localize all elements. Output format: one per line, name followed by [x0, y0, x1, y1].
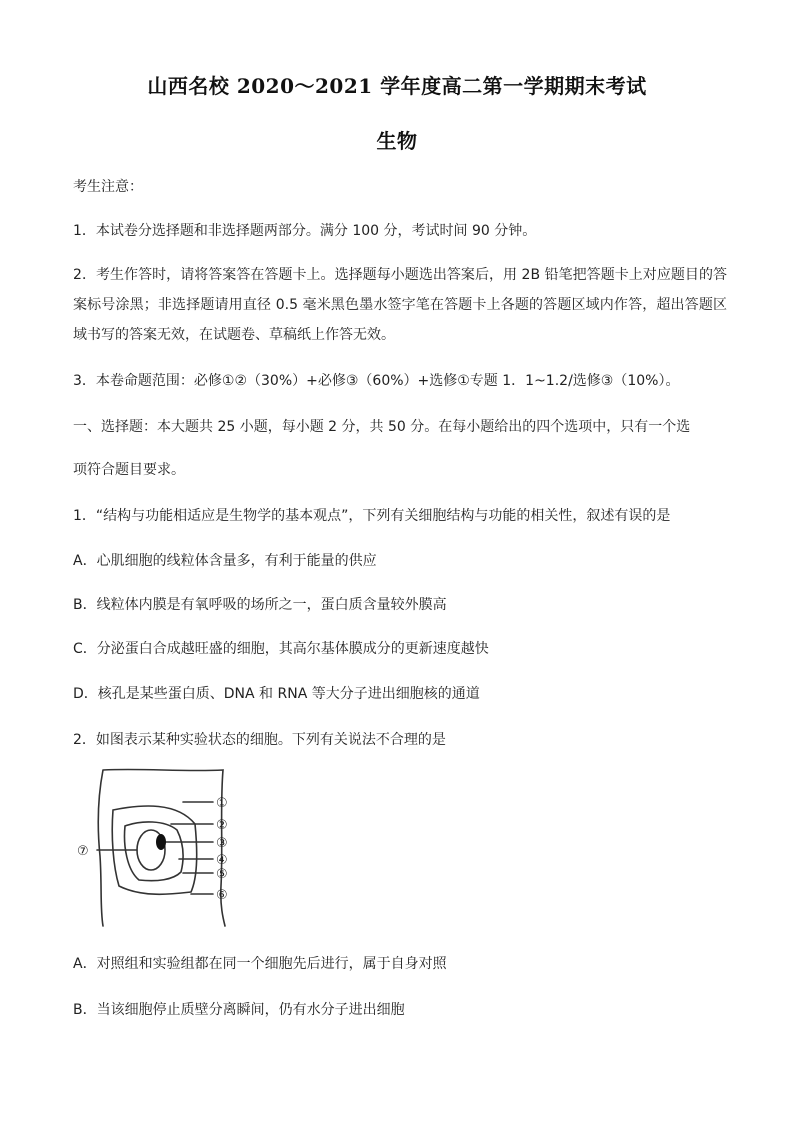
notice-item: 3．本卷命题范围：必修①②（30%）+必修③（60%）+选修①专题 1．1~1.2/选修③（10%）。 — [73, 373, 680, 389]
exam-title: 山西名校 2020～2021 学年度高二第一学期期末考试 — [147, 74, 647, 98]
notice-item: 2．考生作答时，请将答案答在答题卡上。选择题每小题选出答案后，用 2B 铅笔把答题卡上对应题目的答案标号涂黑；非选择题请用直径 0.5 毫米黑色墨水签字笔在答题卡上各题的答题区域内作答，超出答题区域书写的答案无效，在试题卷、草稿纸上作答无效。 — [73, 267, 727, 343]
question-stem: 2．如图表示某种实验状态的细胞。下列有关说法不合理的是 — [73, 732, 446, 748]
question-option: B．线粒体内膜是有氧呼吸的场所之一，蛋白质含量较外膜高 — [73, 597, 447, 613]
figure-label: ⑦ — [77, 844, 89, 859]
question-option: A．心肌细胞的线粒体含量多，有利于能量的供应 — [73, 553, 377, 569]
notice-heading: 考生注意： — [73, 179, 143, 195]
question-option: A．对照组和实验组都在同一个细胞先后进行，属于自身对照 — [73, 956, 447, 972]
figure-label: ④ — [216, 853, 228, 868]
question-stem: 1．“结构与功能相适应是生物学的基本观点”，下列有关细胞结构与功能的相关性，叙述有误的是 — [73, 508, 671, 524]
section-heading: 一、选择题：本大题共 25 小题，每小题 2 分，共 50 分。在每小题给出的四个选项中，只有一个选 — [73, 419, 691, 435]
figure-label: ③ — [216, 836, 228, 851]
question-option: B．当该细胞停止质壁分离瞬间，仍有水分子进出细胞 — [73, 1002, 405, 1018]
dark-body — [156, 834, 166, 850]
question-option: D．核孔是某些蛋白质、DNA 和 RNA 等大分子进出细胞核的通道 — [73, 686, 480, 702]
figure-label: ② — [216, 818, 228, 833]
section-heading-cont: 项符合题目要求。 — [73, 462, 185, 478]
figure-label: ⑤ — [216, 867, 228, 882]
figure-label: ① — [216, 796, 228, 811]
question-option: C．分泌蛋白合成越旺盛的细胞，其高尔基体膜成分的更新速度越快 — [73, 641, 489, 657]
cell-diagram — [73, 766, 243, 928]
subject-title: 生物 — [376, 129, 418, 153]
figure-label: ⑥ — [216, 888, 228, 903]
notice-item: 1．本试卷分选择题和非选择题两部分。满分 100 分，考试时间 90 分钟。 — [73, 223, 537, 239]
